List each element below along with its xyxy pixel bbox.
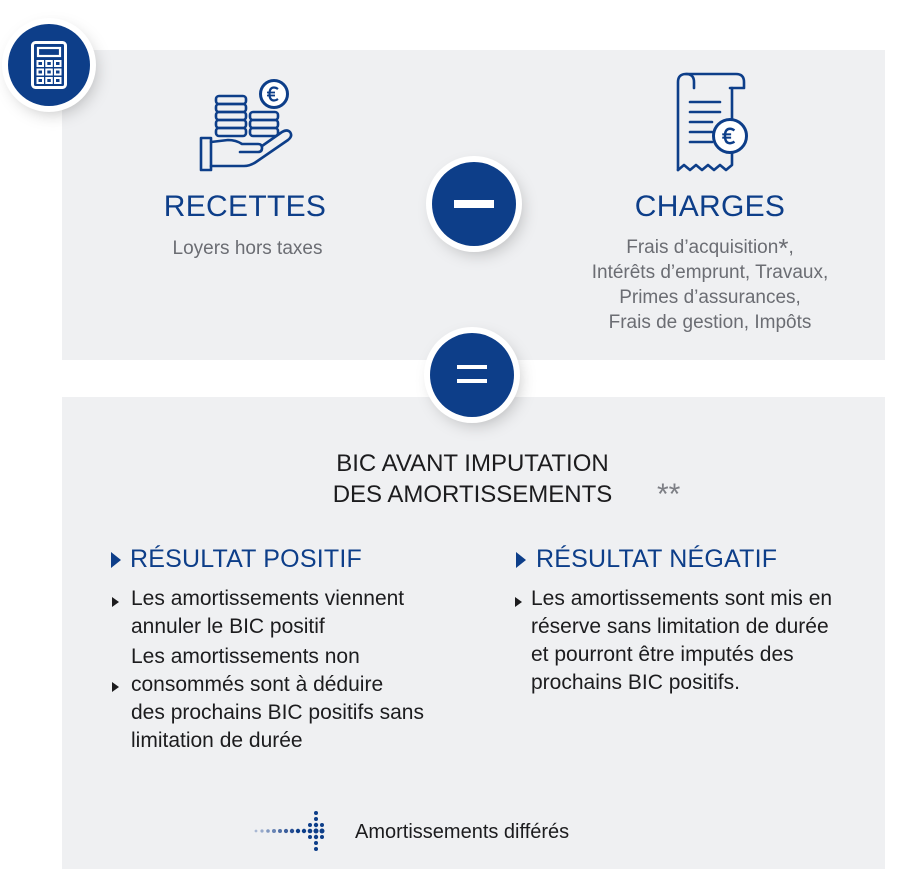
result-title-line-1: BIC AVANT IMPUTATION [336,450,609,477]
result-footnote-mark: ** [657,478,681,511]
result-title [270,448,675,510]
equals-icon [457,365,487,385]
charges-line-3: Primes d’assurances, [619,287,801,308]
calculator-badge [8,24,90,106]
negative-title: RÉSULTAT NÉGATIF [536,545,778,573]
charges-description [540,232,880,335]
positive-bullet-icon-2 [112,682,119,692]
euro-coin-icon [720,126,740,146]
equals-badge [430,333,514,417]
euro-coin-recettes [259,79,289,109]
calculator-icon [31,41,67,89]
negative-arrow-icon [516,552,526,568]
dotted-arrow-icon [252,809,332,853]
charges-line-1: Frais d’acquisition*, [626,233,794,263]
recettes-subtitle: Loyers hors taxes [172,238,323,259]
minus-badge [432,162,516,246]
positive-title: RÉSULTAT POSITIF [130,545,362,573]
charges-title: CHARGES [634,190,786,223]
negative-bullet-icon-1 [515,597,522,607]
charges-line-2: Intérêts d’emprunt, Travaux, [591,262,829,283]
positive-bullet-icon-1 [112,597,119,607]
legend-label: Amortissements différés [355,821,570,843]
recettes-title: RECETTES [163,190,327,223]
euro-coin-icon [265,85,283,103]
positive-bullet-2: Les amortissements non consommés sont à déduire des prochains BIC positifs sans limitation de durée [131,645,424,752]
negative-bullet-1: Les amortissements sont mis en réserve sans limitation de durée et pourront être imputés des prochains BIC positifs. [531,587,833,694]
result-title-line-2: DES AMORTISSEMENTS [332,481,613,508]
minus-icon [454,200,494,208]
charges-line-4: Frais de gestion, Impôts [608,312,812,333]
positive-bullet-1: Les amortissements viennent annuler le BIC positif [131,587,405,638]
charges-footnote-mark: * [778,233,789,263]
euro-coin-charges [712,118,748,154]
positive-arrow-icon [111,552,121,568]
